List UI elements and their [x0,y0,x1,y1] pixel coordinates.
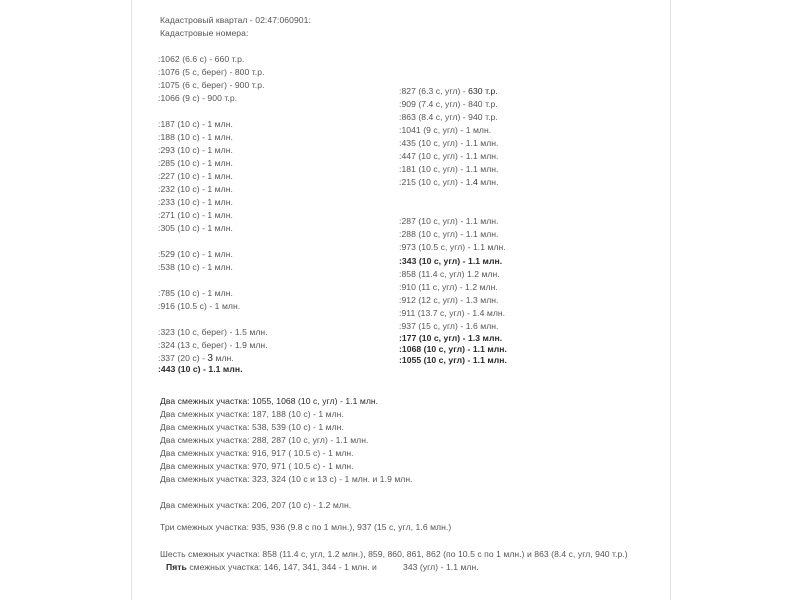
pair-line [160,448,354,459]
pair-value: 538, 539 (10 с) - 1 млн. [252,422,344,432]
right-item-827-prefix: :827 (6.3 с, угл) - [399,86,469,96]
left-item: :188 (10 с) - 1 млн. [158,132,233,142]
pair-label: Два смежных участка: [160,474,253,484]
pair-value: 206, 207 (10 с) - 1.2 млн. [252,500,352,510]
left-item-337-value: 3 [207,353,214,364]
quarter-title: Кадастровый квартал - 02:47:060901: [160,15,311,25]
right-item: :863 (8.4 с, угл) - 940 т.р. [399,112,498,122]
five-adjacent-tail: 343 (угл) - 1.1 млн. [403,562,479,572]
left-item: :285 (10 с) - 1 млн. [158,158,233,168]
left-item: :1076 (5 с, берег) - 800 т.р. [158,67,265,77]
right-item: :973 (10.5 с, угл) - 1.1 млн. [399,242,506,252]
pair-label: Два смежных участка: [160,409,253,419]
left-item: :1066 (9 с) - 900 т.р. [158,93,238,103]
right-item: :447 (10 с, угл) - 1.1 млн. [399,151,499,161]
left-item: :529 (10 с) - 1 млн. [158,249,233,259]
pair-label: Два смежных участка: [160,500,253,510]
five-word: Пять [166,562,187,572]
pair-line [160,409,344,420]
left-item: :232 (10 с) - 1 млн. [158,184,233,194]
right-item: :287 (10 с, угл) - 1.1 млн. [399,216,499,226]
five-rest: смежных участка: 146, 147, 341, 344 - 1 млн. и [186,562,377,572]
right-item-827 [399,86,498,97]
left-item-337 [158,353,234,364]
right-item: :911 (13.7 с, угл) - 1.4 млн. [399,308,506,318]
right-item: :1055 (10 с, угл) - 1.1 млн. [399,355,507,365]
right-item: :1041 (9 с, угл) - 1 млн. [399,125,492,135]
six-adjacent-line: Шесть смежных участка: 858 (11.4 с, угл, 1.2 млн.), 859, 860, 861, 862 (по 10.5 с по 1 млн.) и 863 (8.4 с, угл, 940 т.р.) [160,549,628,559]
left-item: :1062 (6.6 с) - 660 т.р. [158,54,245,64]
right-item-215-value: 4 [472,177,478,187]
left-item: :293 (10 с) - 1 млн. [158,145,233,155]
left-item: :233 (10 с) - 1 млн. [158,197,233,207]
left-item: :227 (10 с) - 1 млн. [158,171,233,181]
left-item: :785 (10 с) - 1 млн. [158,288,233,298]
pair-line [160,461,354,472]
pair-label: Два смежных участка: [160,422,253,432]
right-item-215-prefix: :215 (10 с, угл) - 1. [399,177,473,187]
pair-value: 1055, 1068 (10 с, угл) - 1.1 млн. [252,396,379,406]
right-item: :910 (11 с, угл) - 1.2 млн. [399,282,498,292]
left-item: :187 (10 с) - 1 млн. [158,119,233,129]
right-item: :1068 (10 с, угл) - 1.1 млн. [399,344,507,354]
right-item-215-suffix: млн. [477,177,499,187]
pair-value: 916, 917 ( 10.5 с) - 1 млн. [252,448,354,458]
left-item: :271 (10 с) - 1 млн. [158,210,233,220]
left-item: :916 (10.5 с) - 1 млн. [158,301,241,311]
pair-value: 323, 324 (10 с и 13 с) - 1 млн. и 1.9 млн. [252,474,413,484]
three-adjacent-line: Три смежных участка: 935, 936 (9.8 с по 1 млн.), 937 (15 с, угл, 1.6 млн.) [160,522,452,532]
right-item: :181 (10 с, угл) - 1.1 млн. [399,164,499,174]
cadastral-numbers-heading: Кадастровые номера: [160,28,249,38]
five-adjacent-line [160,562,377,573]
pair-label: Два смежных участка: [160,461,253,471]
pair-value: 187, 188 (10 с) - 1 млн. [252,409,344,419]
pair-value: 288, 287 (10 с, угл) - 1.1 млн. [252,435,369,445]
pair-line [160,500,351,511]
left-item: :323 (10 с, берег) - 1.5 млн. [158,327,268,337]
left-item: :1075 (6 с, берег) - 900 т.р. [158,80,265,90]
pair-line [160,435,368,446]
pair-label: Два смежных участка: [160,435,253,445]
pair-line [160,474,413,485]
left-item: :305 (10 с) - 1 млн. [158,223,233,233]
right-item: :858 (11.4 с, угл) 1.2 млн. [399,269,500,279]
left-item: :443 (10 с) - 1.1 млн. [158,364,243,374]
right-item-827-value: 630 т.р. [468,86,498,96]
pair-value: 970, 971 ( 10.5 с) - 1 млн. [252,461,354,471]
right-item: :343 (10 с, угл) - 1.1 млн. [399,256,503,266]
pair-line [160,422,344,433]
right-item: :909 (7.4 с, угл) - 840 т.р. [399,99,498,109]
left-item-337-prefix: :337 (20 с) - [158,353,208,363]
right-item: :435 (10 с, угл) - 1.1 млн. [399,138,499,148]
right-item: :912 (12 с, угл) - 1.3 млн. [399,295,499,305]
left-item: :538 (10 с) - 1 млн. [158,262,233,272]
right-item: :288 (10 с, угл) - 1.1 млн. [399,229,499,239]
left-item: :324 (13 с, берег) - 1.9 млн. [158,340,268,350]
pair-label: Два смежных участка: [160,396,253,406]
right-item: :937 (15 с, угл) - 1.6 млн. [399,321,499,331]
pair-line [160,396,378,407]
pair-label: Два смежных участка: [160,448,253,458]
right-item-215 [399,177,499,188]
right-item: :177 (10 с, угл) - 1.3 млн. [399,333,503,343]
left-item-337-suffix: млн. [213,353,234,363]
